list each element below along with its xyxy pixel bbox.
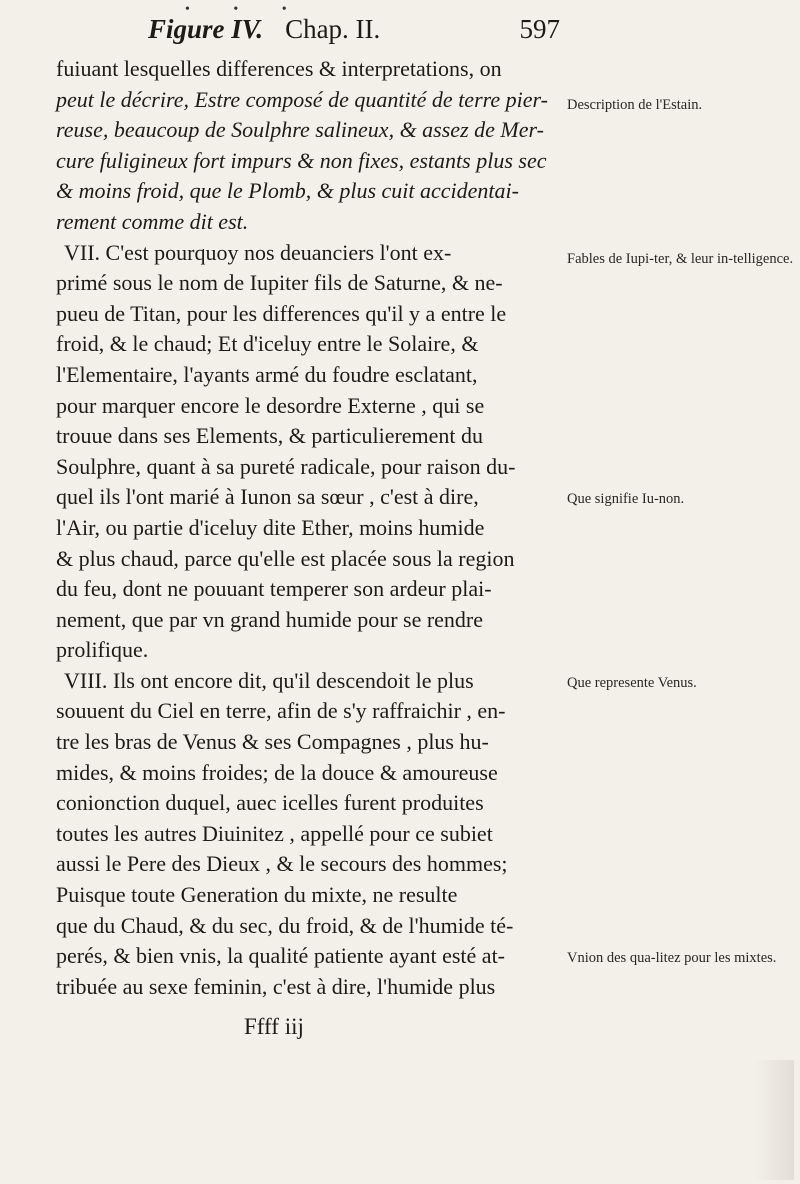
text-line: l'Elementaire, l'ayants armé du foudre esclatant, bbox=[56, 361, 478, 387]
text-line: quel ils l'ont marié à Iunon sa sœur , c'est à dire, bbox=[56, 484, 479, 510]
signature-mark: Ffff iij bbox=[244, 1014, 304, 1039]
text-line: & moins froid, que le Plomb, & plus cuit accidentai- bbox=[56, 178, 519, 204]
paper-stain bbox=[754, 1060, 794, 1180]
text-line: pour marquer encore le desordre Externe , qui se bbox=[56, 392, 485, 418]
text-line: du feu, dont ne pouuant temperer son ardeur plai- bbox=[56, 576, 492, 602]
text-line: peut le décrire, Estre composé de quantité de terre pier- bbox=[56, 86, 548, 112]
main-text bbox=[56, 54, 556, 1002]
text-line: mides, & moins froides; de la douce & amoureuse bbox=[56, 759, 498, 785]
text-line: & plus chaud, parce qu'elle est placée sous la region bbox=[56, 545, 515, 571]
text-line: nement, que par vn grand humide pour se rendre bbox=[56, 606, 484, 632]
text-line: tre les bras de Venus & ses Compagnes , plus hu- bbox=[56, 729, 489, 755]
header-chapter: Chap. II. bbox=[285, 14, 381, 44]
text-line: rement comme dit est. bbox=[56, 208, 249, 234]
text-line: conionction duquel, auec icelles furent produites bbox=[56, 790, 484, 816]
text-line: prolifique. bbox=[56, 637, 149, 663]
text-line: froid, & le chaud; Et d'iceluy entre le Solaire, & bbox=[56, 331, 479, 357]
ornament-dots: • • • bbox=[185, 2, 307, 17]
header-figure: Figure IV. bbox=[148, 14, 264, 44]
margin-note: Que represente Venus. bbox=[567, 675, 697, 691]
text-line: cure fuligineux fort impurs & non fixes, estants plus sec bbox=[56, 147, 547, 173]
text-line: reuse, beaucoup de Soulphre salineux, & assez de Mer- bbox=[56, 117, 544, 143]
text-line: fuiuant lesquelles differences & interpretations, on bbox=[56, 56, 502, 81]
running-header bbox=[140, 14, 560, 54]
text-line: primé sous le nom de Iupiter fils de Saturne, & ne- bbox=[56, 270, 503, 296]
paragraph-start: VII. C'est pourquoy nos deuanciers l'ont ex- bbox=[64, 239, 452, 265]
text-line: Puisque toute Generation du mixte, ne resulte bbox=[56, 882, 458, 908]
text-line: pueu de Titan, pour les differences qu'il y a entre le bbox=[56, 300, 507, 326]
text-line: perés, & bien vnis, la qualité patiente ayant esté at- bbox=[56, 943, 506, 969]
text-line: toutes les autres Diuinitez , appellé pour ce subiet bbox=[56, 820, 493, 846]
margin-note: Vnion des qua-litez pour les mixtes. bbox=[567, 950, 777, 966]
margin-note: Que signifie Iu-non. bbox=[567, 491, 685, 507]
text-line: aussi le Pere des Dieux , & le secours des hommes; bbox=[56, 851, 508, 877]
text-line: tribuée au sexe feminin, c'est à dire, l'humide plus bbox=[56, 973, 496, 999]
page-number: 597 bbox=[519, 14, 560, 44]
text-line: trouue dans ses Elements, & particulierement du bbox=[56, 423, 484, 449]
text-line: que du Chaud, & du sec, du froid, & de l'humide té- bbox=[56, 912, 514, 938]
text-line: souuent du Ciel en terre, afin de s'y raffraichir , en- bbox=[56, 698, 506, 724]
margin-note: Description de l'Estain. bbox=[567, 97, 703, 113]
text-line: l'Air, ou partie d'iceluy dite Ether, moins humide bbox=[56, 514, 485, 540]
text-line: Soulphre, quant à sa pureté radicale, pour raison du- bbox=[56, 453, 516, 479]
paragraph-start: VIII. Ils ont encore dit, qu'il descendoit le plus bbox=[64, 667, 474, 693]
margin-note: Fables de Iupi-ter, & leur in-telligence. bbox=[567, 251, 794, 267]
